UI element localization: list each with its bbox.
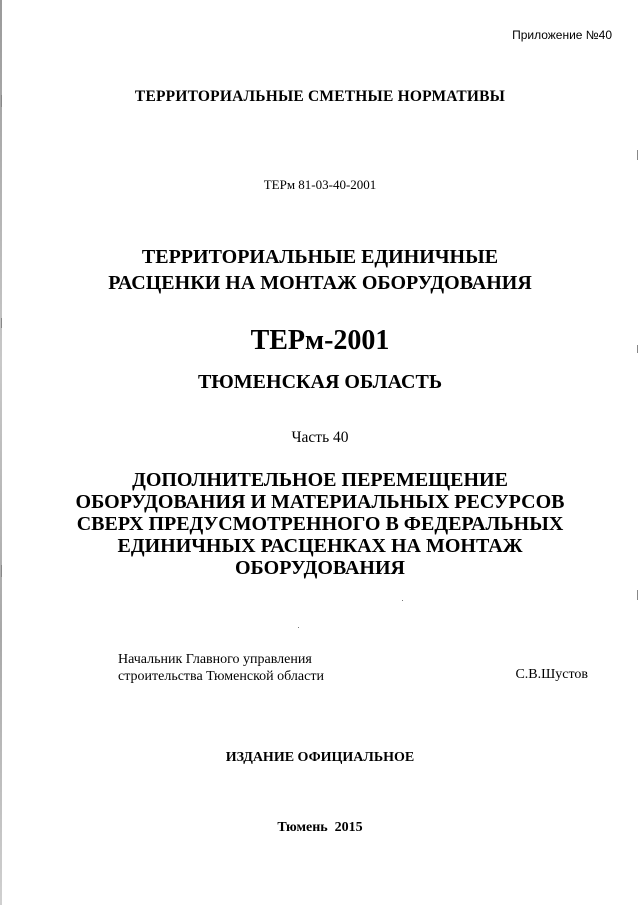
section-title-line: ДОПОЛНИТЕЛЬНОЕ ПЕРЕМЕЩЕНИЕ bbox=[132, 469, 508, 491]
region-title: ТЮМЕНСКАЯ ОБЛАСТЬ bbox=[197, 371, 443, 393]
signatory-name: С.В.Шустов bbox=[515, 667, 588, 682]
main-title-line: РАСЦЕНКИ НА МОНТАЖ ОБОРУДОВАНИЯ bbox=[108, 272, 532, 294]
header-title: ТЕРРИТОРИАЛЬНЫЕ СМЕТНЫЕ НОРМАТИВЫ bbox=[134, 88, 506, 105]
main-title bbox=[0, 244, 640, 296]
signatory-position bbox=[118, 651, 324, 685]
section-title-line: ЕДИНИЧНЫХ РАСЦЕНКАХ НА МОНТАЖ bbox=[117, 535, 523, 557]
section-title-line: ОБОРУДОВАНИЯ И МАТЕРИАЛЬНЫХ РЕСУРСОВ bbox=[75, 491, 565, 513]
collection-title: ТЕРм-2001 bbox=[250, 325, 390, 356]
signatory-position-line: Начальник Главного управления bbox=[118, 652, 312, 667]
scan-mark bbox=[637, 150, 638, 160]
section-title bbox=[0, 469, 640, 579]
appendix-label: Приложение №40 bbox=[512, 28, 612, 42]
part-number: Часть 40 bbox=[291, 429, 349, 446]
scan-speck bbox=[298, 627, 299, 628]
section-title-line: СВЕРХ ПРЕДУСМОТРЕННОГО В ФЕДЕРАЛЬНЫХ bbox=[76, 513, 564, 535]
main-title-line: ТЕРРИТОРИАЛЬНЫЕ ЕДИНИЧНЫЕ bbox=[141, 246, 499, 268]
edition-label: ИЗДАНИЕ ОФИЦИАЛЬНОЕ bbox=[225, 750, 415, 765]
scan-speck bbox=[402, 600, 403, 601]
section-title-line: ОБОРУДОВАНИЯ bbox=[235, 557, 405, 579]
page-left-edge bbox=[0, 0, 2, 905]
signatory-position-line: строительства Тюменской области bbox=[118, 669, 324, 684]
document-code: ТЕРм 81-03-40-2001 bbox=[263, 177, 377, 192]
scan-mark bbox=[637, 590, 638, 600]
place-year: Тюмень 2015 bbox=[277, 820, 363, 835]
